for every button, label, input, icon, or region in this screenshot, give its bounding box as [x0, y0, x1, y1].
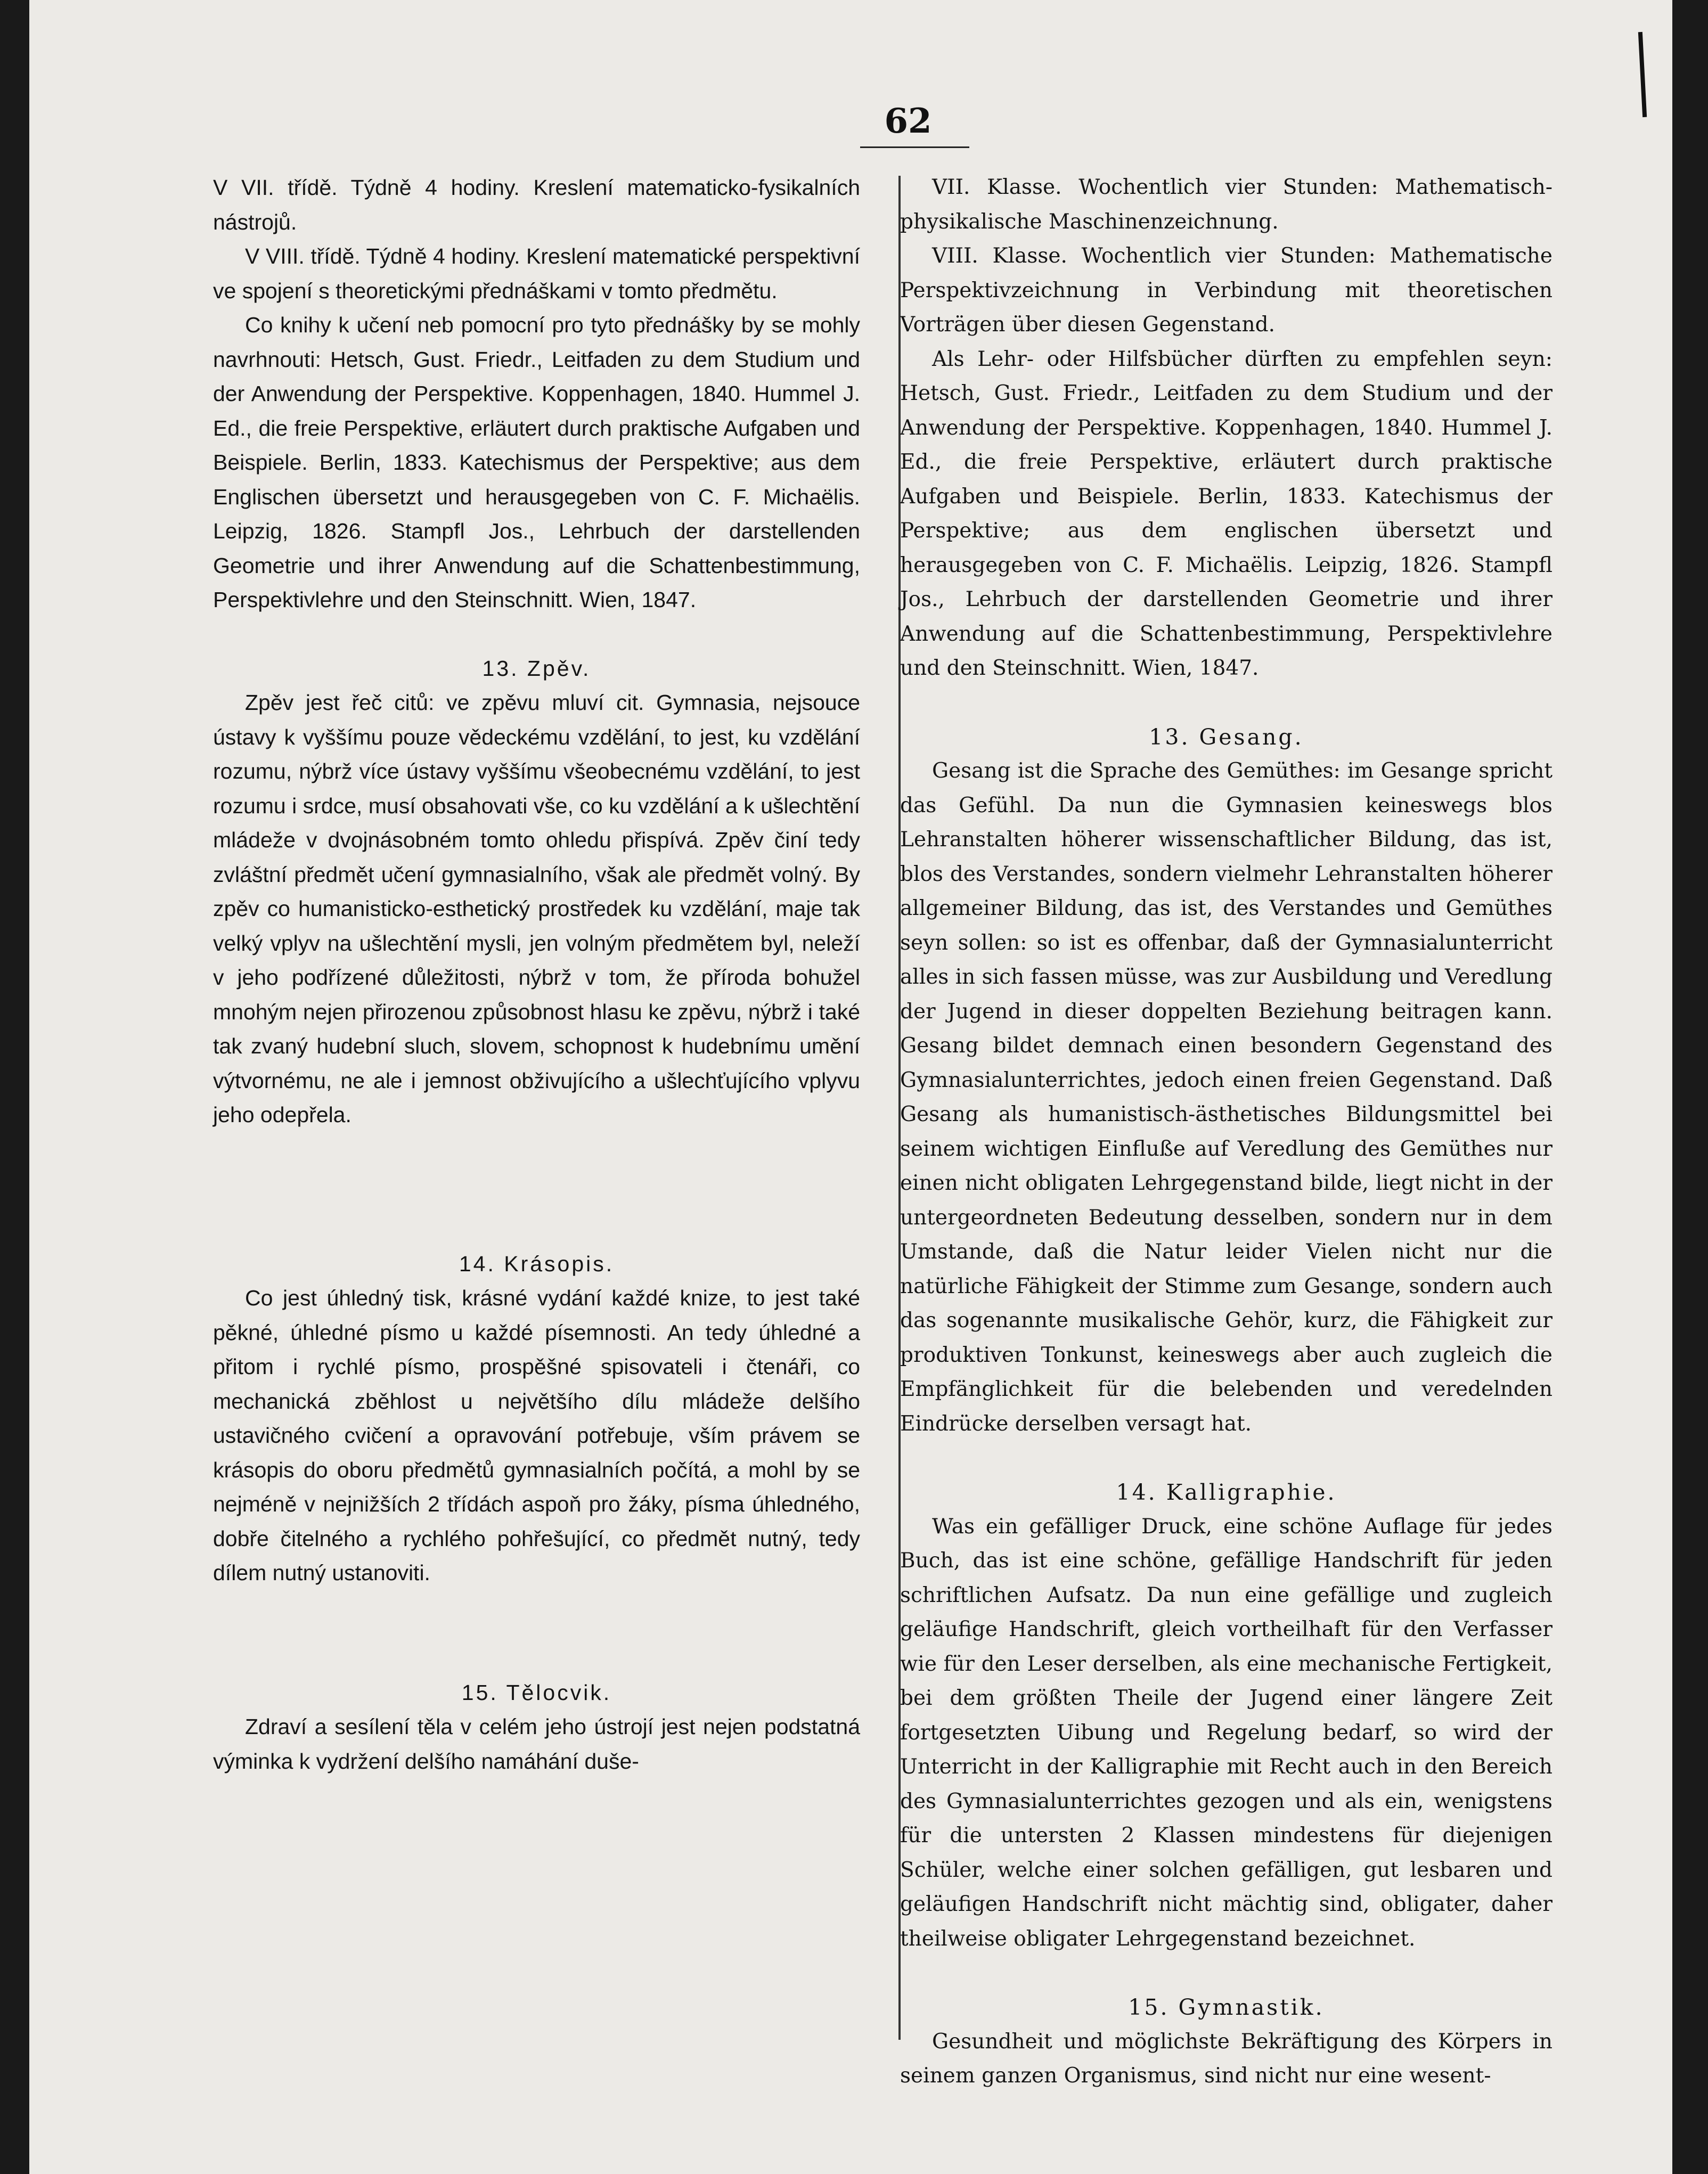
right-paragraph-14: Was ein gefälliger Druck, eine schöne Auflage für jedes Buch, das ist eine schöne, gefällige Handschrift für jeden schriftlichen Aufsatz. Da nun eine gefällige und zugleich geläufige Handschrift, gleich vortheilhaft für den Verfasser wie für den Leser derselben, als eine mechanische Fertigkeit, bei dem größten Theile der Jugend einer längere Zeit fortgesetzten Uibung und Regelung bedarf, so wird der Unterricht in der Kalligraphie mit Recht auch in den Bereich des Gymnasialunterrichtes gezogen und als ein, wenigstens für die untersten 2 Klassen mindestens für diejenigen Schüler, welche einer solchen gefälligen, gut lesbaren und geläufigen Handschrift nicht mächtig sind, obligater, daher theilweise obligater Lehrgegenstand bezeichnet. — [900, 1514, 1552, 1951]
left-heading-15: 15. Tělocvik. — [461, 1680, 612, 1705]
page-number-rule — [860, 146, 969, 148]
page-edge-mark — [1638, 32, 1647, 117]
left-heading-13: 13. Zpěv. — [482, 656, 591, 681]
right-paragraph-15: Gesundheit und möglichste Bekräftigung des Körpers in seinem ganzen Organismus, sind nicht nur eine wesent- — [900, 2029, 1552, 2088]
right-heading-15: 15. Gymnastik. — [1128, 1995, 1325, 2020]
right-paragraph-books: Als Lehr- oder Hilfsbücher dürften zu empfehlen seyn: Hetsch, Gust. Friedr., Leitfaden zu dem Studium und der Anwendung der Perspektive. Koppenhagen, 1840. Hummel J. Ed., die freie Perspektive, erläutert durch praktische Aufgaben und Beispiele. Berlin, 1833. Katechismus der Perspektive; aus dem englischen übersetzt und herausgegeben von C. F. Michaëlis. Leipzig, 1826. Stampfl Jos., Lehrbuch der darstellenden Geometrie und ihrer Anwendung auf die Schattenbestimmung, Perspektivlehre und den Steinschnitt. Wien, 1847. — [900, 347, 1552, 680]
right-paragraph-klasse-8: VIII. Klasse. Wochentlich vier Stunden: Mathematische Perspektivzeichnung in Verbindung mit theoretischen Vorträgen über diesen Gegenstand. — [900, 244, 1552, 337]
left-paragraph-grade-8: V VIII. třídě. Týdně 4 hodiny. Kreslení matematické perspektivní ve spojení s theoretickými přednáškami v tomto předmětu. — [213, 244, 860, 303]
left-paragraph-14: Co jest úhledný tisk, krásné vydání každé knize, to jest také pěkné, úhledné písmo u každé písemnosti. An tedy úhledné a přitom i rychlé písmo, prospěšné spisovateli i čtenáři, co mechanická zběhlost u největšího dílu mládeže delšího ustavičného cvičení a opravování potřebuje, vším právem se krásopis do oboru předmětů gymnasialních počítá, a mohl by se nejméně v nejnižších 2 třídách aspoň pro žáky, písma úhledného, dobře čitelného a rychlého pohřešující, co předmět nutný, tedy dílem nutný ustanoviti. — [213, 1286, 860, 1585]
left-paragraph-15: Zdraví a sesílení těla v celém jeho ústrojí jest nejen podstatná výminka k vydržení delšího namáhání duše- — [213, 1714, 860, 1773]
right-paragraph-klasse-7: VII. Klasse. Wochentlich vier Stunden: Mathematisch-physikalische Maschinenzeichnung. — [900, 175, 1552, 234]
right-column-german — [900, 170, 1552, 2094]
left-paragraph-13: Zpěv jest řeč citů: ve zpěvu mluví cit. Gymnasia, nejsouce ústavy k vyššímu pouze vědeckému vzdělání, to jest, ku vzdělání rozumu, nýbrž více ústavy vyššímu všeobecnému vzdělání, to jest rozumu i srdce, musí obsahovati vše, co ku vzdělání a k ušlechtění mládeže v dvojnásobném tomto ohledu přispívá. Zpěv činí tedy zvláštní předmět učení gymnasialního, však ale předmět volný. By zpěv co humanisticko-esthetický prostředek ku vzdělání, maje tak velký vplyv na ušlechtění mysli, jen volným předmětem byl, neleží v jeho podřízené důležitosti, nýbrž v tom, že příroda bohužel mnohým nejen přirozenou způsobnost hlasu ke zpěvu, nýbrž i také tak zvaný hudební sluch, slovem, schopnost k hudebnímu umění výtvornému, ne ale i jemnost obživujícího a ušlechťujícího vplyvu jeho odepřela. — [213, 690, 860, 1127]
left-heading-14: 14. Krásopis. — [459, 1251, 615, 1276]
right-heading-13: 13. Gesang. — [1149, 724, 1304, 750]
left-paragraph-books: Co knihy k učení neb pomocní pro tyto přednášky by se mohly navrhnouti: Hetsch, Gust. Friedr., Leitfaden zu dem Studium und der Anwendung der Perspektive. Koppenhagen, 1840. Hummel J. Ed., die freie Perspektive, erläutert durch praktische Aufgaben und Beispiele. Berlin, 1833. Katechismus der Perspektive; aus dem Englischen übersetzt und herausgegeben von C. F. Michaëlis. Leipzig, 1826. Stampfl Jos., Lehrbuch der darstellenden Geometrie und ihrer Anwendung auf die Schattenbestimmung, Perspektivlehre und den Steinschnitt. Wien, 1847. — [213, 313, 860, 612]
right-paragraph-13: Gesang ist die Sprache des Gemüthes: im Gesange spricht das Gefühl. Da nun die Gymnasien keineswegs blos Lehranstalten höherer wissenschaftlicher Bildung, das ist, blos des Verstandes, sondern vielmehr Lehranstalten höherer allgemeiner Bildung, das ist, des Verstandes und Gemüthes seyn sollen: so ist es offenbar, daß der Gymnasialunterricht alles in sich fassen müsse, was zur Ausbildung und Veredlung der Jugend in dieser doppelten Beziehung beitragen kann. Gesang bildet demnach einen besondern Gegenstand des Gymnasialunterrichtes, jedoch einen freien Gegenstand. Daß Gesang als humanistisch-ästhetisches Bildungsmittel bei seinem wichtigen Einfluße auf Veredlung des Gemüthes nur einen nicht obligaten Lehrgegenstand bilde, liegt nicht in der untergeordneten Bedeutung desselben, sondern nur in dem Umstande, daß die Natur leider Vielen nicht nur die natürliche Fähigkeit der Stimme zum Gesange, sondern auch das sogenannte musikalische Gehör, kurz, die Fähigkeit zur produktiven Tonkunst, keineswegs aber auch zugleich die Empfänglichkeit für die belebenden und veredelnden Eindrücke derselben versagt hat. — [900, 759, 1552, 1436]
left-paragraph-grade-7: V VII. třídě. Týdně 4 hodiny. Kreslení matematicko-fysikalních nástrojů. — [213, 175, 860, 234]
page-number: 62 — [884, 101, 932, 141]
right-heading-14: 14. Kalligraphie. — [1116, 1480, 1337, 1505]
left-column-czech — [213, 170, 860, 1778]
